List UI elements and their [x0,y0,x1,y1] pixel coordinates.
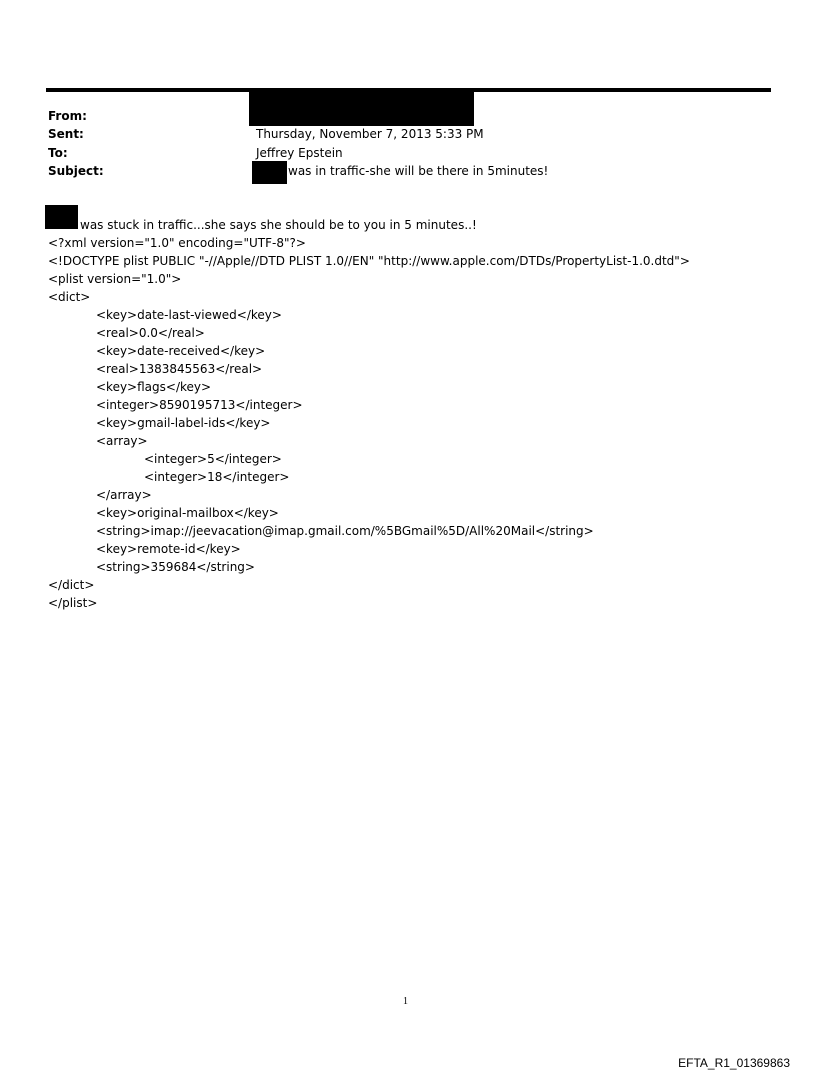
plist-line: <plist version="1.0"> [48,272,182,286]
plist-line: <key>date-received</key> [96,344,266,358]
bates-number: EFTA_R1_01369863 [678,1056,790,1070]
to-value: Jeffrey Epstein [256,146,343,160]
redaction-body-name [45,205,78,229]
redaction-subject-name [252,161,287,184]
subject-value: was in traffic-she will be there in 5minutes! [288,164,549,178]
plist-line: <key>original-mailbox</key> [96,506,279,520]
plist-line: <integer>5</integer> [144,452,282,466]
body-first-line: was stuck in traffic...she says she should be to you in 5 minutes..! [80,218,477,232]
plist-line: <string>359684</string> [96,560,255,574]
plist-line: <key>remote-id</key> [96,542,241,556]
plist-line: <integer>18</integer> [144,470,290,484]
plist-line: <key>date-last-viewed</key> [96,308,282,322]
plist-line: <real>0.0</real> [96,326,205,340]
plist-line: <?xml version="1.0" encoding="UTF-8"?> [48,236,306,250]
plist-line: <!DOCTYPE plist PUBLIC "-//Apple//DTD PLIST 1.0//EN" "http://www.apple.com/DTDs/PropertyList-1.0.dtd"> [48,254,690,268]
sent-label: Sent: [48,127,84,141]
subject-label: Subject: [48,164,104,178]
plist-line: <dict> [48,290,91,304]
plist-line: <real>1383845563</real> [96,362,263,376]
plist-line: <key>flags</key> [96,380,212,394]
plist-line: </array> [96,488,152,502]
plist-line: <string>imap://jeevacation@imap.gmail.com/%5BGmail%5D/All%20Mail</string> [96,524,594,538]
plist-line: </plist> [48,596,98,610]
from-label: From: [48,109,87,123]
page-number: 1 [403,996,408,1007]
redaction-from [249,92,474,126]
plist-line: <integer>8590195713</integer> [96,398,303,412]
sent-value: Thursday, November 7, 2013 5:33 PM [256,127,484,141]
plist-line: <key>gmail-label-ids</key> [96,416,271,430]
plist-line: </dict> [48,578,95,592]
plist-line: <array> [96,434,148,448]
to-label: To: [48,146,68,160]
